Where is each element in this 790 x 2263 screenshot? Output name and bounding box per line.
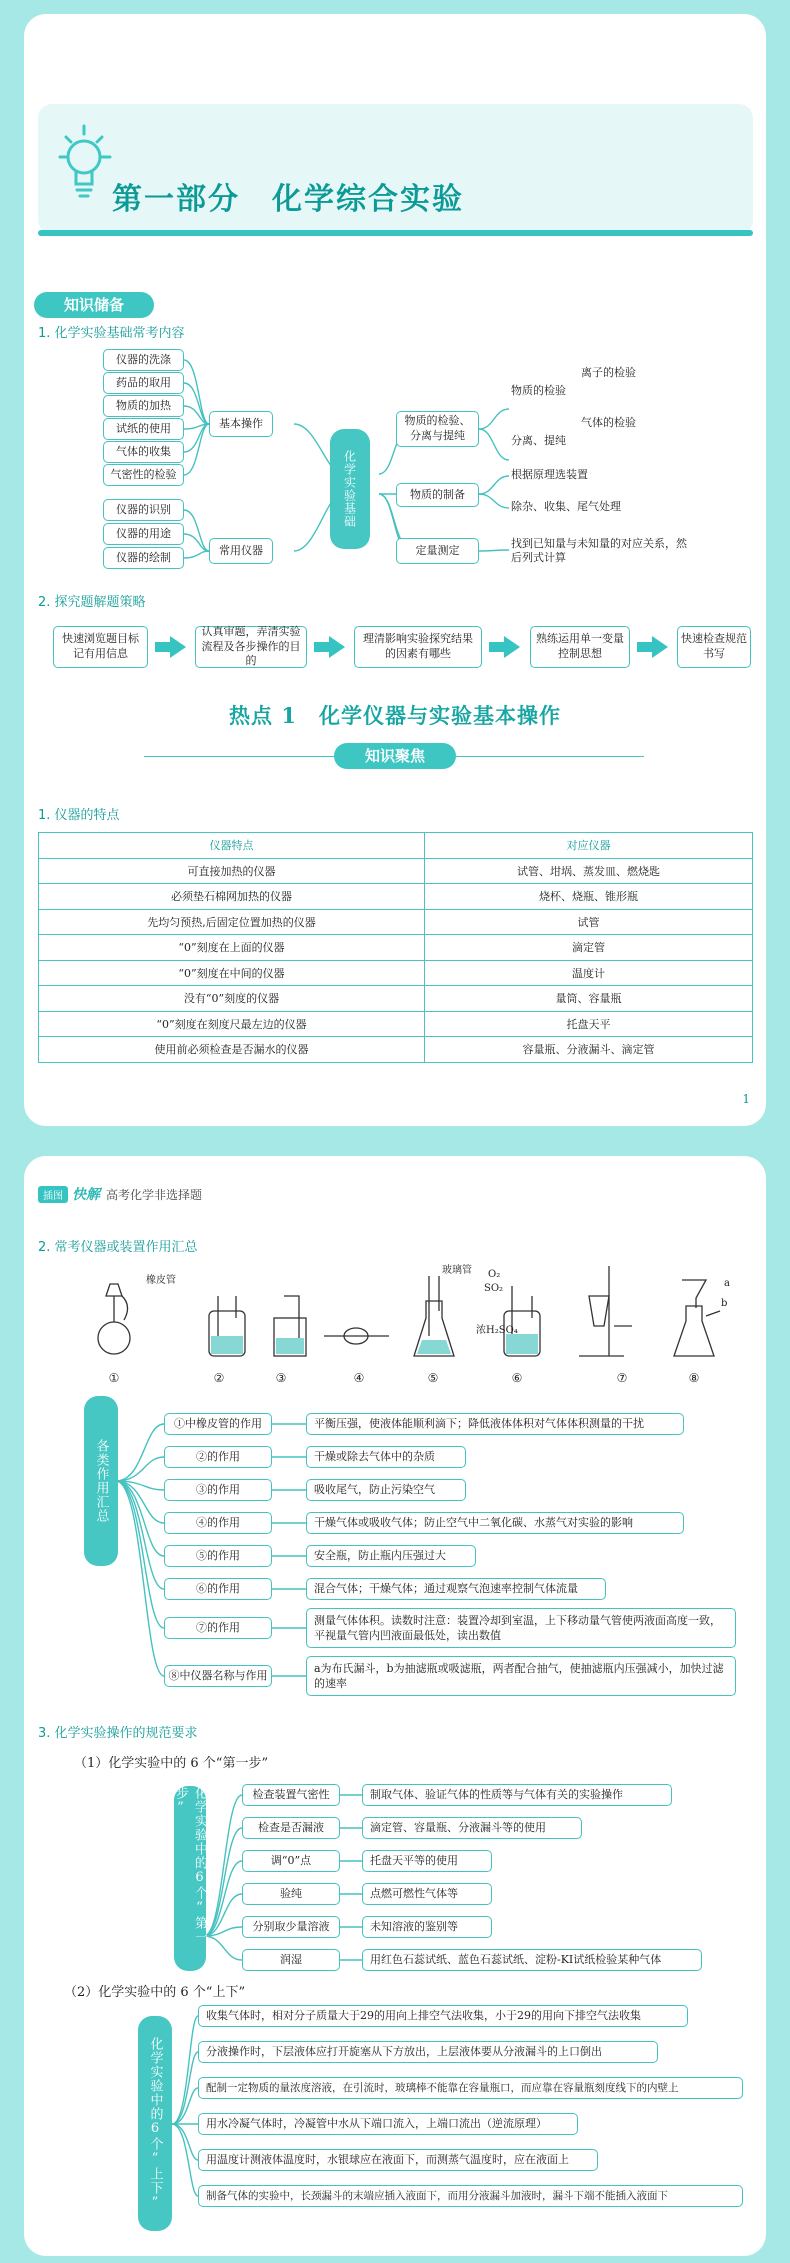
usage-name: ②的作用 xyxy=(164,1446,272,1468)
label-o2: O₂ xyxy=(488,1269,501,1280)
apparatus-label: ⑧ xyxy=(688,1371,700,1385)
mindmap-basic-item: 药品的取用 xyxy=(103,372,184,394)
usage-name: ⑥的作用 xyxy=(164,1578,272,1600)
subsection-up-down: （2）化学实验中的 6 个“上下” xyxy=(64,1985,246,2000)
table-cell: 托盘天平 xyxy=(425,1011,753,1037)
arrow-right-icon xyxy=(652,636,668,658)
first-step-desc: 托盘天平等的使用 xyxy=(362,1850,492,1872)
mindmap-center: 化学实验基础 xyxy=(330,429,370,549)
mindmap-instrument-item: 仪器的识别 xyxy=(103,499,184,521)
usage-center: 各类作用汇总 xyxy=(84,1396,118,1566)
section-title-basics: 1. 化学实验基础常考内容 xyxy=(38,326,185,341)
first-step-name: 验纯 xyxy=(242,1883,340,1905)
apparatus-label: ⑥ xyxy=(511,1371,523,1385)
arrow-right-icon xyxy=(155,642,171,652)
mindmap-prep: 物质的制备 xyxy=(396,483,479,507)
mindmap-basic-ops: 基本操作 xyxy=(209,411,273,437)
up-down-item: 配制一定物质的量浓度溶液，在引流时，玻璃棒不能靠在容量瓶口，而应靠在容量瓶刻度线下的内壁上 xyxy=(198,2077,743,2099)
strategy-step: 快速浏览题目标记有用信息 xyxy=(53,626,148,668)
up-down-item: 分液操作时，下层液体应打开旋塞从下方放出，上层液体要从分液漏斗的上口倒出 xyxy=(198,2041,658,2063)
first-step-name: 润湿 xyxy=(242,1949,340,1971)
table-header: 对应仪器 xyxy=(425,833,753,859)
up-down-item: 收集气体时，相对分子质量大于29的用向上排空气法收集，小于29的用向下排空气法收集 xyxy=(198,2005,688,2027)
usage-name: ③的作用 xyxy=(164,1479,272,1501)
usage-desc: 干燥或除去气体中的杂质 xyxy=(306,1446,466,1468)
mindmap-quant: 定量测定 xyxy=(396,538,479,564)
usage-desc: 安全瓶，防止瓶内压强过大 xyxy=(306,1545,476,1567)
usage-name: ⑤的作用 xyxy=(164,1545,272,1567)
first-step-desc: 用红色石蕊试纸、蓝色石蕊试纸、淀粉-KI试纸检验某种气体 xyxy=(362,1949,702,1971)
hotspot-title: 热点 1 化学仪器与实验基本操作 xyxy=(229,703,561,728)
up-down-item: 用水冷凝气体时，冷凝管中水从下端口流入，上端口流出（逆流原理） xyxy=(198,2113,578,2135)
page-number: 1 xyxy=(742,1092,750,1106)
table-header-row xyxy=(39,833,753,859)
header-text: 高考化学非选择题 xyxy=(106,1188,203,1202)
table-cell: 使用前必须检查是否漏水的仪器 xyxy=(39,1037,425,1063)
mindmap-check-sub1: 物质的检验 xyxy=(511,384,566,397)
part-title: 第一部分 化学综合实验 xyxy=(112,182,464,217)
label-rubber-tube: 橡皮管 xyxy=(146,1275,176,1286)
header-tag: 插图 xyxy=(38,1186,68,1203)
table-cell: “0”刻度在中间的仪器 xyxy=(39,960,425,986)
table-row xyxy=(39,884,753,910)
mindmap-gas-check: 气体的检验 xyxy=(581,416,636,429)
lightbulb-icon xyxy=(54,122,114,217)
usage-name: ①中橡皮管的作用 xyxy=(164,1413,272,1435)
apparatus-illustration xyxy=(84,1256,724,1366)
table-cell: “0”刻度在上面的仪器 xyxy=(39,935,425,961)
up-down-center: 化学实验中的6个“上下” xyxy=(138,2016,172,2231)
table-row xyxy=(39,1037,753,1063)
usage-name: ⑦的作用 xyxy=(164,1617,272,1639)
mindmap-instruments: 常用仪器 xyxy=(209,538,273,564)
label-b: b xyxy=(721,1298,728,1309)
table-cell: 容量瓶、分液漏斗、滴定管 xyxy=(425,1037,753,1063)
subsection-first-steps: （1）化学实验中的 6 个“第一步” xyxy=(74,1756,269,1771)
page-2 xyxy=(24,1156,766,2256)
arrow-right-icon xyxy=(314,642,330,652)
first-step-name: 调“0”点 xyxy=(242,1850,340,1872)
usage-desc: 吸收尾气，防止污染空气 xyxy=(306,1479,466,1501)
first-step-desc: 未知溶液的鉴别等 xyxy=(362,1916,492,1938)
page-1 xyxy=(24,14,766,1126)
usage-name: ⑧中仪器名称与作用 xyxy=(164,1665,272,1687)
apparatus-label: ② xyxy=(213,1371,225,1385)
table-cell: 先均匀预热,后固定位置加热的仪器 xyxy=(39,909,425,935)
strategy-step: 理清影响实验探究结果的因素有哪些 xyxy=(354,626,482,668)
table-row xyxy=(39,858,753,884)
label-so2: SO₂ xyxy=(484,1283,504,1294)
title-banner-bar xyxy=(38,230,753,236)
usage-name: ④的作用 xyxy=(164,1512,272,1534)
up-down-item: 用温度计测液体温度时，水银球应在液面下，而测蒸气温度时，应在液面上 xyxy=(198,2149,598,2171)
arrow-right-icon xyxy=(329,636,345,658)
usage-desc: 干燥气体或吸收气体；防止空气中二氧化碳、水蒸气对实验的影响 xyxy=(306,1512,684,1534)
table-cell: “0”刻度在刻度尺最左边的仪器 xyxy=(39,1011,425,1037)
apparatus-label: ① xyxy=(108,1371,120,1385)
mindmap-prep-item: 除杂、收集、尾气处理 xyxy=(511,500,621,513)
label-glass-tube: 玻璃管 xyxy=(442,1265,472,1276)
first-step-name: 检查是否漏液 xyxy=(242,1817,340,1839)
arrow-right-icon xyxy=(170,636,186,658)
table-row xyxy=(39,986,753,1012)
apparatus-label: ⑤ xyxy=(427,1371,439,1385)
first-step-name: 分别取少量溶液 xyxy=(242,1916,340,1938)
table-cell: 可直接加热的仪器 xyxy=(39,858,425,884)
first-step-desc: 滴定管、容量瓶、分液漏斗等的使用 xyxy=(362,1817,582,1839)
table-cell: 烧杯、烧瓶、锥形瓶 xyxy=(425,884,753,910)
mindmap-instrument-item: 仪器的绘制 xyxy=(103,547,184,569)
mindmap-instrument-item: 仪器的用途 xyxy=(103,523,184,545)
table-row xyxy=(39,935,753,961)
mindmap-check: 物质的检验、分离与提纯 xyxy=(396,411,479,447)
section-title-instrument-features: 1. 仪器的特点 xyxy=(38,808,120,823)
table-cell: 试管、坩埚、蒸发皿、燃烧匙 xyxy=(425,858,753,884)
instrument-table xyxy=(38,832,753,1063)
focus-badge: 知识聚焦 xyxy=(334,743,456,769)
table-cell: 必须垫石棉网加热的仪器 xyxy=(39,884,425,910)
apparatus-label: ④ xyxy=(353,1371,365,1385)
apparatus-label: ⑦ xyxy=(616,1371,628,1385)
table-cell: 滴定管 xyxy=(425,935,753,961)
strategy-step: 认真审题，弄清实验流程及各步操作的目的 xyxy=(195,626,307,668)
usage-desc: 平衡压强，使液体能顺利滴下；降低液体体积对气体体积测量的干扰 xyxy=(306,1413,684,1435)
mindmap-prep-item: 根据原理选装置 xyxy=(511,468,588,481)
table-header: 仪器特点 xyxy=(39,833,425,859)
table-cell: 量筒、容量瓶 xyxy=(425,986,753,1012)
usage-desc: 测量气体体积。读数时注意：装置冷却到室温，上下移动量气管使两液面高度一致，平视量气管内凹液面最低处，读出数值 xyxy=(306,1608,736,1648)
label-a: a xyxy=(724,1278,730,1289)
table-row xyxy=(39,960,753,986)
table-cell: 试管 xyxy=(425,909,753,935)
section-title-strategy: 2. 探究题解题策略 xyxy=(38,595,146,610)
table-row xyxy=(39,909,753,935)
strategy-step: 快速检查规范书写 xyxy=(677,626,751,668)
first-step-desc: 点燃可燃性气体等 xyxy=(362,1883,492,1905)
arrow-right-icon xyxy=(504,636,520,658)
mindmap-quant-text: 找到已知量与未知量的对应关系，然后列式计算 xyxy=(511,537,687,565)
table-row xyxy=(39,1011,753,1037)
mindmap-basic-item: 物质的加热 xyxy=(103,395,184,417)
usage-desc: a为布氏漏斗，b为抽滤瓶或吸滤瓶，两者配合抽气，使抽滤瓶内压强减小，加快过滤的速率 xyxy=(306,1656,736,1696)
brand-logo: 快解 xyxy=(72,1187,100,1203)
mindmap-ion-check: 离子的检验 xyxy=(581,366,636,379)
section-title-apparatus: 2. 常考仪器或装置作用汇总 xyxy=(38,1240,198,1255)
strategy-step: 熟练运用单一变量控制思想 xyxy=(530,626,630,668)
knowledge-badge: 知识储备 xyxy=(34,292,154,318)
table-cell: 温度计 xyxy=(425,960,753,986)
first-step-name: 检查装置气密性 xyxy=(242,1784,340,1806)
label-h2so4: 浓H₂SO₄ xyxy=(476,1325,518,1336)
arrow-right-icon xyxy=(637,642,653,652)
section-title-norms: 3. 化学实验操作的规范要求 xyxy=(38,1726,198,1741)
table-cell: 没有“0”刻度的仪器 xyxy=(39,986,425,1012)
mindmap-basic-item: 气密性的检验 xyxy=(103,464,184,486)
mindmap-basic-item: 仪器的洗涤 xyxy=(103,349,184,371)
mindmap-check-sub2: 分离、提纯 xyxy=(511,434,566,447)
first-step-desc: 制取气体、验证气体的性质等与气体有关的实验操作 xyxy=(362,1784,672,1806)
arrow-right-icon xyxy=(489,642,505,652)
mindmap-basic-item: 试纸的使用 xyxy=(103,418,184,440)
apparatus-label: ③ xyxy=(275,1371,287,1385)
usage-desc: 混合气体；干燥气体；通过观察气泡速率控制气体流量 xyxy=(306,1578,606,1600)
first-steps-center: 化学实验中的6个“第一步” xyxy=(174,1786,206,1971)
up-down-item: 制备气体的实验中，长颈漏斗的末端应插入液面下，而用分液漏斗加液时，漏斗下端不能插入液面下 xyxy=(198,2185,743,2207)
mindmap-basic-item: 气体的收集 xyxy=(103,441,184,463)
running-header xyxy=(38,1184,202,1204)
